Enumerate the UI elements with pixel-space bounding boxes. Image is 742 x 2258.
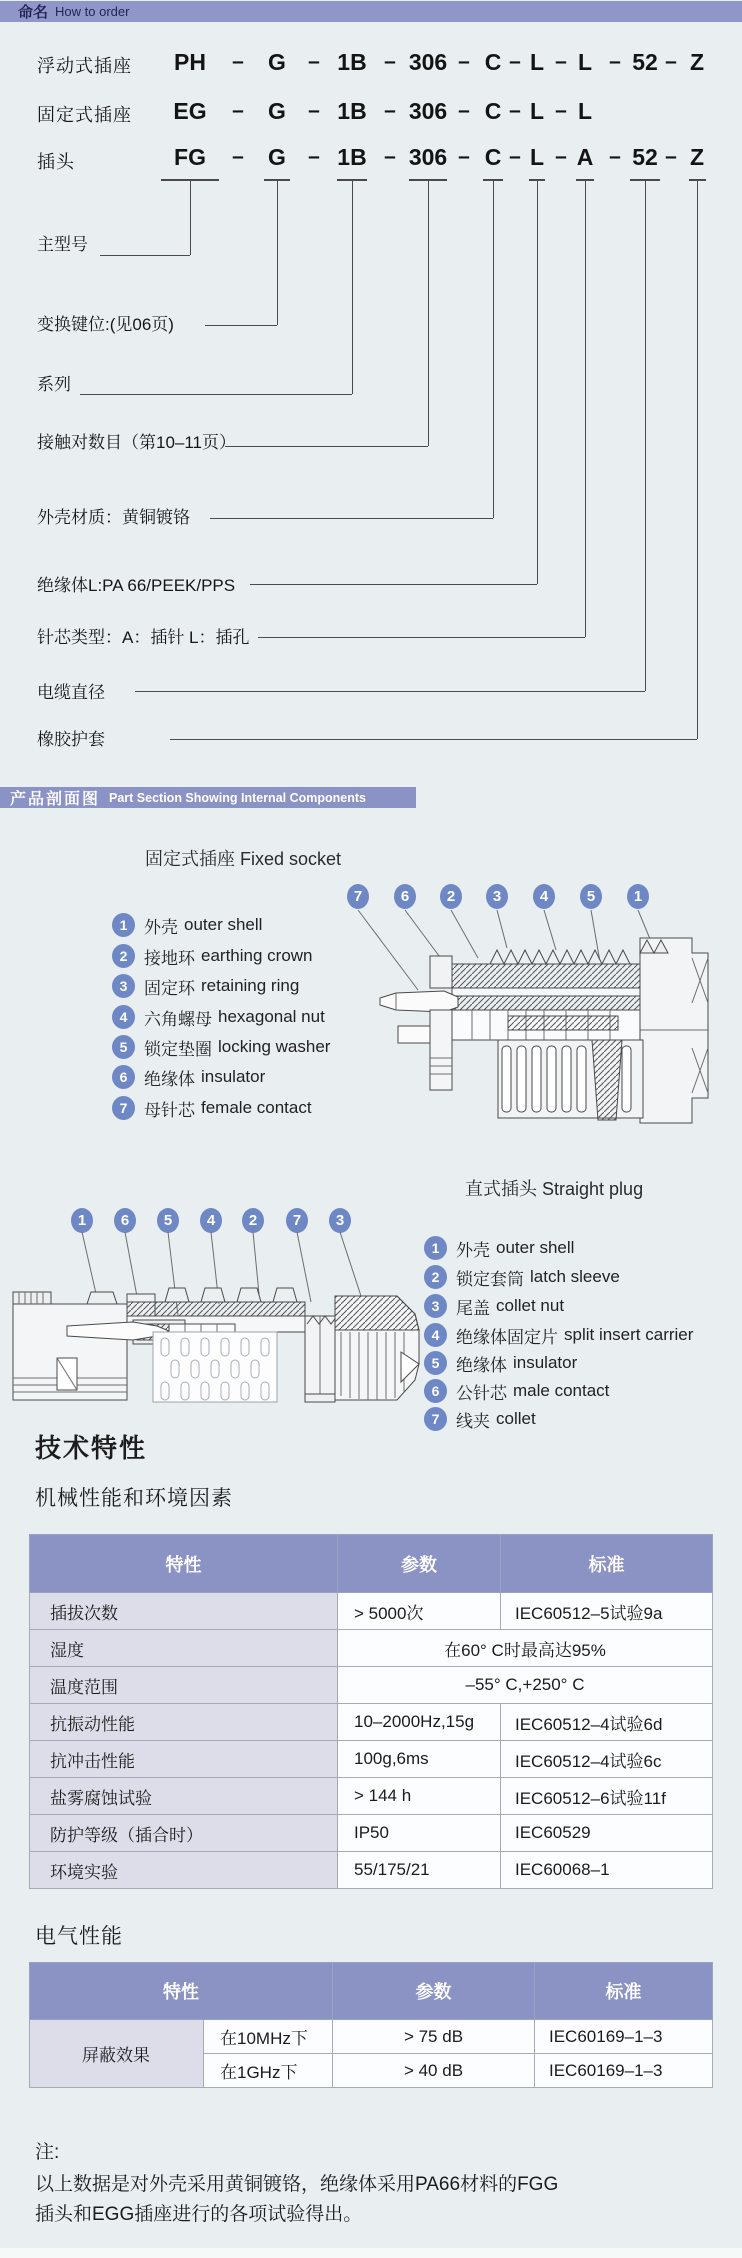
connector-stem bbox=[585, 181, 586, 637]
part-list-item bbox=[112, 912, 262, 938]
connector-line bbox=[225, 446, 428, 447]
col-header: 参数 bbox=[338, 1535, 501, 1593]
part-number-badge: 3 bbox=[112, 974, 135, 998]
part-number-badge: 6 bbox=[424, 1379, 447, 1403]
part-name-cn: 外壳 bbox=[144, 917, 178, 937]
order-code: 52 bbox=[632, 144, 658, 170]
straight-plug-title-cn: 直式插头 bbox=[465, 1179, 537, 1199]
connector-line bbox=[135, 691, 645, 692]
fixed-socket-title bbox=[145, 845, 341, 871]
col-header: 特性 bbox=[30, 1535, 338, 1593]
elec-title: 电气性能 bbox=[35, 1925, 123, 1948]
order-code: C bbox=[484, 98, 502, 124]
part-name-cn: 固定环 bbox=[144, 978, 195, 998]
straight-plug-diagram bbox=[5, 1232, 425, 1412]
order-code-dash: – bbox=[384, 145, 396, 168]
part-list-item bbox=[112, 1034, 330, 1060]
part-name-cn: 线夹 bbox=[456, 1411, 490, 1431]
section-header-how-to-order bbox=[0, 1, 742, 22]
field-label: 针芯类型：A：插针 L：插孔 bbox=[37, 628, 250, 647]
table-cell: IEC60169–1–3 bbox=[535, 2020, 713, 2054]
part-name-en: locking washer bbox=[218, 1037, 331, 1056]
order-code-dash: – bbox=[609, 50, 621, 73]
electrical-spec-table bbox=[29, 1962, 713, 2088]
table-cell: IEC60169–1–3 bbox=[535, 2054, 713, 2088]
tech-title: 技术特性 bbox=[35, 1433, 148, 1463]
table-header-row bbox=[30, 1535, 713, 1593]
callout-circle: 5 bbox=[157, 1208, 179, 1233]
order-code: L bbox=[529, 98, 545, 124]
part-name-cn: 尾盖 bbox=[456, 1298, 490, 1318]
table-cell: IEC60068–1 bbox=[501, 1852, 713, 1889]
order-code: G bbox=[268, 144, 286, 170]
section-header-part-section bbox=[0, 787, 416, 808]
part-list-item bbox=[112, 1095, 312, 1121]
part-number-badge: 5 bbox=[112, 1035, 135, 1059]
table-cell: IEC60529 bbox=[501, 1815, 713, 1852]
field-label: 系列 bbox=[37, 375, 71, 394]
order-code: 306 bbox=[408, 98, 448, 124]
order-code-dash: – bbox=[665, 50, 677, 73]
table-cell: 盐雾腐蚀试验 bbox=[30, 1778, 338, 1815]
table-row bbox=[30, 1593, 713, 1630]
part-name-cn: 锁定垫圈 bbox=[144, 1039, 212, 1059]
field-label: 接触对数目（第10–11页） bbox=[37, 433, 237, 452]
part-name-cn: 公针芯 bbox=[456, 1383, 507, 1403]
part-name-en: hexagonal nut bbox=[218, 1007, 325, 1026]
order-code-dash: – bbox=[308, 99, 320, 122]
order-code: 306 bbox=[408, 144, 448, 170]
connector-line bbox=[250, 584, 537, 585]
order-code: L bbox=[529, 144, 545, 170]
connector-line bbox=[210, 518, 493, 519]
table-cell: IP50 bbox=[338, 1815, 501, 1852]
order-code-dash: – bbox=[555, 99, 567, 122]
straight-plug-title bbox=[465, 1175, 643, 1201]
part-list-item bbox=[112, 1004, 325, 1030]
order-row-label: 固定式插座 bbox=[37, 105, 132, 125]
table-cell: IEC60512–4试验6c bbox=[501, 1741, 713, 1778]
fixed-socket-title-cn: 固定式插座 bbox=[145, 849, 235, 869]
callout-circle: 4 bbox=[533, 884, 555, 909]
col-header: 特性 bbox=[30, 1963, 333, 2020]
callout-circle: 1 bbox=[627, 884, 649, 909]
connector-stem bbox=[697, 181, 698, 739]
part-number-badge: 1 bbox=[112, 913, 135, 937]
part-name-en: split insert carrier bbox=[564, 1325, 694, 1344]
order-code-dash: – bbox=[308, 50, 320, 73]
part-number-badge: 5 bbox=[424, 1351, 447, 1375]
part-list-item bbox=[424, 1406, 536, 1432]
table-cell: > 5000次 bbox=[338, 1593, 501, 1630]
order-code-dash: – bbox=[509, 99, 521, 122]
callout-circle: 7 bbox=[286, 1208, 308, 1233]
part-name-cn: 六角螺母 bbox=[144, 1009, 212, 1029]
part-name-en: retaining ring bbox=[201, 976, 300, 995]
table-cell: 在1GHz下 bbox=[204, 2054, 333, 2088]
field-label: 橡胶护套 bbox=[37, 730, 105, 749]
table-cell: 在60° C时最高达95% bbox=[338, 1630, 713, 1667]
table-cell: 10–2000Hz,15g bbox=[338, 1704, 501, 1741]
callout-circle: 6 bbox=[114, 1208, 136, 1233]
part-name-en: female contact bbox=[201, 1098, 312, 1117]
table-cell: > 144 h bbox=[338, 1778, 501, 1815]
connector-stem bbox=[537, 181, 538, 584]
order-code-dash: – bbox=[609, 145, 621, 168]
connector-stem bbox=[645, 181, 646, 691]
order-code-dash: – bbox=[232, 99, 244, 122]
straight-plug-title-en: Straight plug bbox=[542, 1179, 644, 1199]
field-label: 变换键位:(见06页) bbox=[37, 315, 174, 334]
part-name-en: collet bbox=[496, 1409, 536, 1428]
order-code: 52 bbox=[632, 49, 658, 75]
field-label: 外壳材质：黄铜镀铬 bbox=[37, 508, 190, 527]
callout-circle: 3 bbox=[329, 1208, 351, 1233]
connector-line bbox=[205, 325, 277, 326]
callout-circle: 6 bbox=[394, 884, 416, 909]
col-header: 标准 bbox=[501, 1535, 713, 1593]
part-name-en: insulator bbox=[201, 1067, 266, 1086]
table-cell: 55/175/21 bbox=[338, 1852, 501, 1889]
order-code: C bbox=[484, 144, 502, 170]
part-number-badge: 2 bbox=[424, 1265, 447, 1289]
part-name-en: outer shell bbox=[496, 1238, 575, 1257]
part-name-cn: 外壳 bbox=[456, 1240, 490, 1260]
order-row-label: 插头 bbox=[37, 152, 75, 172]
table-cell: 屏蔽效果 bbox=[30, 2020, 204, 2088]
order-code: C bbox=[484, 49, 502, 75]
col-header: 标准 bbox=[535, 1963, 713, 2020]
note-line: 插头和EGG插座进行的各项试验得出。 bbox=[35, 2204, 363, 2225]
part-name-cn: 绝缘体 bbox=[456, 1355, 507, 1375]
order-code: A bbox=[576, 144, 594, 170]
connector-line bbox=[170, 739, 697, 740]
order-code: G bbox=[268, 98, 286, 124]
order-code: Z bbox=[689, 49, 705, 75]
table-cell: 环境实验 bbox=[30, 1852, 338, 1889]
field-label: 主型号 bbox=[37, 235, 88, 254]
section-title-cn: 命名 bbox=[18, 4, 49, 21]
connector-stem bbox=[277, 181, 278, 325]
part-list-item bbox=[424, 1322, 693, 1348]
part-name-en: outer shell bbox=[184, 915, 263, 934]
order-code-dash: – bbox=[509, 50, 521, 73]
section-title-en: Part Section Showing Internal Components bbox=[109, 790, 366, 805]
table-cell: 抗振动性能 bbox=[30, 1704, 338, 1741]
connector-stem bbox=[493, 181, 494, 518]
part-number-badge: 7 bbox=[112, 1096, 135, 1120]
callout-circle: 1 bbox=[71, 1208, 93, 1233]
order-code: G bbox=[268, 49, 286, 75]
table-cell: 在10MHz下 bbox=[204, 2020, 333, 2054]
part-name-cn: 绝缘体 bbox=[144, 1069, 195, 1089]
order-code-dash: – bbox=[458, 99, 470, 122]
part-list-item bbox=[112, 973, 299, 999]
part-list-item bbox=[424, 1264, 620, 1290]
order-code-dash: – bbox=[384, 50, 396, 73]
fixed-socket-diagram bbox=[340, 908, 740, 1136]
part-name-cn: 母针芯 bbox=[144, 1100, 195, 1120]
order-code-dash: – bbox=[384, 99, 396, 122]
table-cell: > 40 dB bbox=[333, 2054, 535, 2088]
callout-circle: 3 bbox=[486, 884, 508, 909]
connector-line bbox=[100, 255, 190, 256]
fixed-socket-title-en: Fixed socket bbox=[240, 849, 342, 869]
callout-circle: 7 bbox=[347, 884, 369, 909]
callout-circle: 2 bbox=[440, 884, 462, 909]
table-cell: 防护等级（插合时） bbox=[30, 1815, 338, 1852]
table-row bbox=[30, 1778, 713, 1815]
connector-stem bbox=[428, 181, 429, 446]
order-code-dash: – bbox=[665, 145, 677, 168]
part-number-badge: 3 bbox=[424, 1294, 447, 1318]
part-name-cn: 锁定套筒 bbox=[456, 1269, 524, 1289]
part-name-en: insulator bbox=[513, 1353, 578, 1372]
callout-circle: 2 bbox=[242, 1208, 264, 1233]
part-name-en: earthing crown bbox=[201, 946, 313, 965]
field-label: 绝缘体L:PA 66/PEEK/PPS bbox=[37, 576, 236, 595]
order-code-dash: – bbox=[509, 145, 521, 168]
part-list-item bbox=[112, 1064, 265, 1090]
note-line: 以上数据是对外壳采用黄铜镀铬，绝缘体采用PA66材料的FGG bbox=[35, 2174, 559, 2195]
section-title-cn: 产品剖面图 bbox=[10, 791, 101, 808]
connector-line bbox=[80, 394, 352, 395]
table-row bbox=[30, 1704, 713, 1741]
order-code-dash: – bbox=[458, 50, 470, 73]
order-code-dash: – bbox=[232, 50, 244, 73]
table-cell: 温度范围 bbox=[30, 1667, 338, 1704]
callout-circle: 4 bbox=[200, 1208, 222, 1233]
order-code: 1B bbox=[337, 49, 367, 75]
order-code: 1B bbox=[337, 98, 367, 124]
field-label: 电缆直径 bbox=[37, 683, 105, 702]
order-code-dash: – bbox=[555, 50, 567, 73]
note-head: 注: bbox=[35, 2142, 60, 2163]
table-cell: –55° C,+250° C bbox=[338, 1667, 713, 1704]
part-list-item bbox=[424, 1350, 577, 1376]
table-cell: IEC60512–4试验6d bbox=[501, 1704, 713, 1741]
table-cell: 100g,6ms bbox=[338, 1741, 501, 1778]
tech-subtitle: 机械性能和环境因素 bbox=[35, 1487, 233, 1510]
part-number-badge: 2 bbox=[112, 944, 135, 968]
part-name-en: collet nut bbox=[496, 1296, 565, 1315]
table-cell: > 75 dB bbox=[333, 2020, 535, 2054]
part-list-item bbox=[424, 1235, 574, 1261]
connector-line bbox=[258, 637, 585, 638]
connector-stem bbox=[190, 181, 191, 255]
table-cell: IEC60512–6试验11f bbox=[501, 1778, 713, 1815]
part-number-badge: 4 bbox=[112, 1005, 135, 1029]
part-name-cn: 接地环 bbox=[144, 948, 195, 968]
part-number-badge: 1 bbox=[424, 1236, 447, 1260]
part-list-item bbox=[112, 943, 313, 969]
part-list-item bbox=[424, 1378, 609, 1404]
table-cell: 插拔次数 bbox=[30, 1593, 338, 1630]
table-row bbox=[30, 1815, 713, 1852]
table-row bbox=[30, 1630, 713, 1667]
order-code: PH bbox=[174, 49, 206, 75]
order-code: 306 bbox=[408, 49, 448, 75]
order-row-label: 浮动式插座 bbox=[37, 56, 132, 76]
order-code: L bbox=[577, 49, 593, 75]
page-bottom-strip bbox=[0, 2248, 742, 2258]
order-code: FG bbox=[174, 144, 206, 170]
order-code-dash: – bbox=[308, 145, 320, 168]
order-code: Z bbox=[689, 144, 705, 170]
order-code-dash: – bbox=[458, 145, 470, 168]
mechanical-spec-table bbox=[29, 1534, 713, 1889]
section-title-en: How to order bbox=[55, 4, 130, 19]
table-cell: 抗冲击性能 bbox=[30, 1741, 338, 1778]
table-row bbox=[30, 2020, 713, 2054]
table-row bbox=[30, 1741, 713, 1778]
part-number-badge: 7 bbox=[424, 1407, 447, 1431]
part-name-en: latch sleeve bbox=[530, 1267, 620, 1286]
col-header: 参数 bbox=[333, 1963, 535, 2020]
order-code: L bbox=[577, 98, 593, 124]
part-number-badge: 6 bbox=[112, 1065, 135, 1089]
table-cell: IEC60512–5试验9a bbox=[501, 1593, 713, 1630]
order-code: 1B bbox=[337, 144, 367, 170]
table-row bbox=[30, 1667, 713, 1704]
callout-circle: 5 bbox=[580, 884, 602, 909]
order-code: EG bbox=[173, 98, 207, 124]
table-row bbox=[30, 1852, 713, 1889]
table-cell: 湿度 bbox=[30, 1630, 338, 1667]
part-list-item bbox=[424, 1293, 564, 1319]
part-name-en: male contact bbox=[513, 1381, 610, 1400]
order-code-dash: – bbox=[232, 145, 244, 168]
order-code-dash: – bbox=[555, 145, 567, 168]
connector-stem bbox=[352, 181, 353, 394]
order-code: L bbox=[529, 49, 545, 75]
table-header-row bbox=[30, 1963, 713, 2020]
part-number-badge: 4 bbox=[424, 1323, 447, 1347]
part-name-cn: 绝缘体固定片 bbox=[456, 1327, 558, 1347]
